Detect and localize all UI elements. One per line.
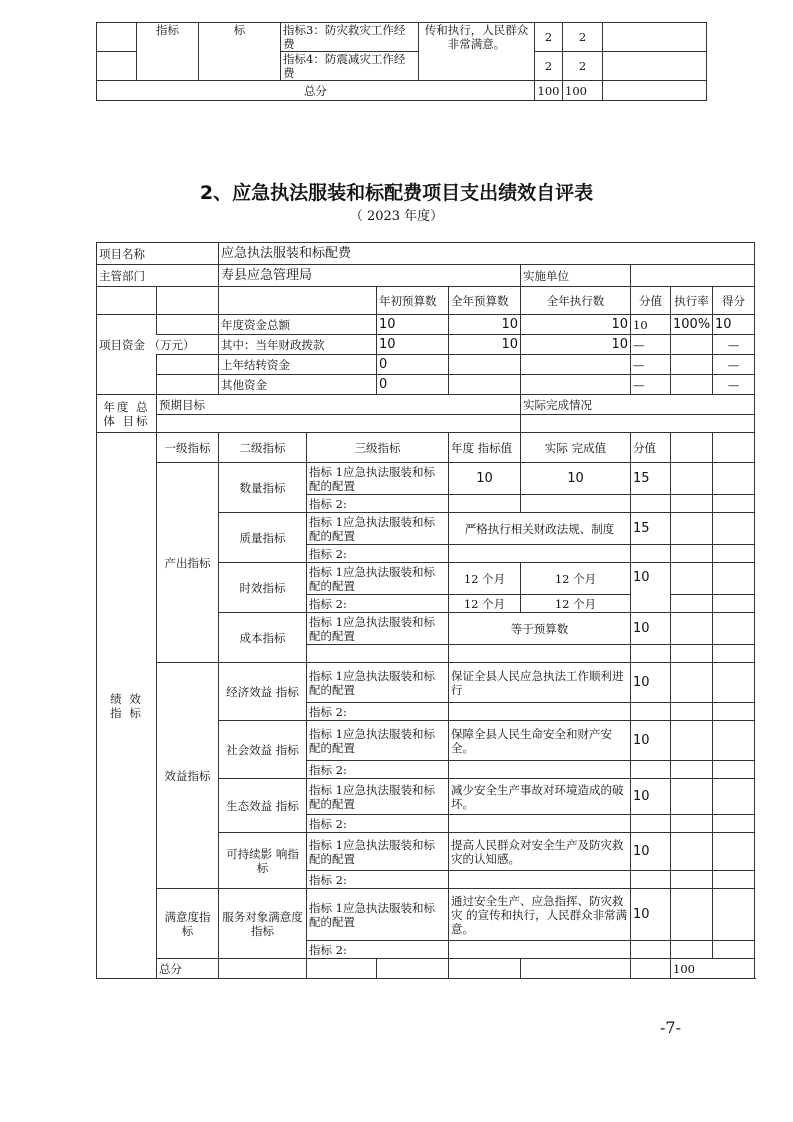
actual-completion-label: 实际完成情况 — [521, 395, 755, 415]
cell-empty — [97, 355, 157, 375]
cell-empty — [671, 889, 713, 941]
cell-empty — [713, 721, 755, 761]
cell-empty — [631, 871, 671, 889]
cell-empty — [671, 941, 713, 959]
cell-empty — [631, 645, 671, 663]
cell-empty — [521, 959, 631, 979]
cell-empty — [157, 415, 521, 433]
time-score: 10 — [631, 563, 671, 613]
social-score: 10 — [631, 721, 671, 761]
cell-empty — [631, 495, 671, 513]
indicator-1: 指标 1应急执法服装和标配的配置 — [307, 721, 449, 761]
cell-empty — [449, 495, 521, 513]
fund-got: — — [713, 355, 755, 375]
fund-initial: 10 — [377, 315, 449, 335]
cell-empty — [671, 463, 713, 495]
cell-empty — [671, 815, 713, 833]
impl-unit-label: 实施单位 — [521, 265, 631, 287]
cell-empty — [631, 761, 671, 779]
cell-empty — [671, 703, 713, 721]
impl-unit-value — [631, 265, 755, 287]
fund-exec — [521, 355, 631, 375]
indicator-2: 指标 2: — [307, 941, 449, 959]
project-name-value: 应急执法服装和标配费 — [219, 243, 755, 265]
cell-empty — [449, 645, 631, 663]
service-score: 10 — [631, 889, 671, 941]
previous-table-fragment — [96, 22, 707, 101]
quantity-target: 10 — [449, 463, 521, 495]
fund-score: — — [631, 375, 671, 395]
sustain-score: 10 — [631, 833, 671, 871]
level-label: 指标 — [137, 23, 199, 81]
head-score: 分值 — [631, 433, 671, 463]
cell-empty — [603, 81, 707, 101]
sustain-label: 可持续影 响指标 — [219, 833, 307, 889]
cell-empty — [157, 287, 219, 315]
fund-initial: 0 — [377, 375, 449, 395]
cell-empty — [97, 315, 157, 335]
eco-score: 10 — [631, 779, 671, 815]
top-total-label: 总分 — [97, 81, 535, 101]
service-merged: 通过安全生产、应急指挥、防灾救灾 的宣传和执行，人民群众非常满意。 — [449, 889, 631, 941]
dept-label: 主管部门 — [97, 265, 219, 287]
satisfy-label: 满意度指标 — [157, 889, 219, 959]
fund-got: — — [713, 375, 755, 395]
fund-full: 10 — [449, 315, 521, 335]
total-value: 100 — [671, 959, 755, 979]
quality-label: 质量指标 — [219, 513, 307, 563]
cell-empty — [631, 545, 671, 563]
cell-empty — [713, 545, 755, 563]
cell-empty — [671, 663, 713, 703]
indicator-2: 指标 2: — [307, 703, 449, 721]
cell-empty — [671, 833, 713, 871]
cell-empty — [713, 613, 755, 645]
cell-empty — [157, 375, 219, 395]
fund-got: — — [713, 335, 755, 355]
cell-empty — [713, 563, 755, 595]
fund-initial: 0 — [377, 355, 449, 375]
value-3b: 2 — [563, 23, 603, 52]
fund-rate — [671, 355, 713, 375]
page-number: -7- — [660, 1018, 681, 1037]
indicator-1: 指标 1应急执法服装和标配的配置 — [307, 463, 449, 495]
fund-exec: 10 — [521, 315, 631, 335]
cell-empty — [631, 703, 671, 721]
cell-empty — [219, 287, 377, 315]
cell-empty — [219, 959, 307, 979]
cell-empty — [713, 433, 755, 463]
fund-score: — — [631, 355, 671, 375]
cell-empty — [671, 871, 713, 889]
quantity-score: 15 — [631, 463, 671, 495]
document-title: 2、应急执法服装和标配费项目支出绩效自评表 — [199, 182, 594, 204]
cell-empty — [713, 703, 755, 721]
indicator-2: 指标 2: — [307, 815, 449, 833]
head-score: 分值 — [631, 287, 671, 315]
cell-empty — [97, 287, 157, 315]
cell-empty — [713, 779, 755, 815]
value-3a: 2 — [535, 23, 563, 52]
fund-got: 10 — [713, 315, 755, 335]
fund-score: 10 — [631, 315, 671, 335]
cost-label: 成本指标 — [219, 613, 307, 663]
indicator-1: 指标 1应急执法服装和标配的配置 — [307, 513, 449, 545]
output-label: 产出指标 — [157, 463, 219, 663]
quantity-label: 数量指标 — [219, 463, 307, 513]
fund-row-name: 年度资金总额 — [219, 315, 377, 335]
cell-empty — [671, 721, 713, 761]
cell-empty — [97, 375, 157, 395]
cell-empty — [671, 779, 713, 815]
cell-empty — [449, 941, 631, 959]
cell-empty — [713, 833, 755, 871]
cell-empty — [631, 941, 671, 959]
cell-empty — [603, 23, 707, 52]
cell-empty — [631, 815, 671, 833]
cost-merged: 等于预算数 — [449, 613, 631, 645]
indicator-1: 指标 1应急执法服装和标配的配置 — [307, 613, 449, 645]
social-merged: 保障全县人民生命安全和财产安全。 — [449, 721, 631, 761]
level2-label: 标 — [199, 23, 281, 81]
head-got-score: 得分 — [713, 287, 755, 315]
head-level1: 一级指标 — [157, 433, 219, 463]
performance-table — [96, 242, 755, 979]
cell-empty — [713, 513, 755, 545]
cell-empty — [713, 645, 755, 663]
cell-empty — [671, 761, 713, 779]
economic-label: 经济效益 指标 — [219, 663, 307, 721]
economic-score: 10 — [631, 663, 671, 703]
expected-goal-label: 预期目标 — [157, 395, 521, 415]
indicator-1: 指标 1应急执法服装和标配的配置 — [307, 889, 449, 941]
time-target: 12 个月 — [449, 563, 521, 595]
head-target: 年度 指标值 — [449, 433, 521, 463]
cell-empty — [157, 355, 219, 375]
cell-empty — [671, 595, 713, 613]
quality-score: 15 — [631, 513, 671, 545]
fund-row-name: 其他资金 — [219, 375, 377, 395]
time-actual-2: 12 个月 — [521, 595, 631, 613]
fund-exec: 10 — [521, 335, 631, 355]
head-full-exec: 全年执行数 — [521, 287, 631, 315]
indicator-1: 指标 1应急执法服装和标配的配置 — [307, 779, 449, 815]
cell-empty — [449, 761, 631, 779]
economic-merged: 保证全县人民应急执法工作顺利进行 — [449, 663, 631, 703]
indicator-2: 指标 2: — [307, 595, 449, 613]
head-initial-budget: 年初预算数 — [377, 287, 449, 315]
cell-empty — [671, 513, 713, 545]
service-label: 服务对象满意度指标 — [219, 889, 307, 959]
cell-empty — [631, 959, 671, 979]
social-label: 社会效益 指标 — [219, 721, 307, 779]
quality-merged: 严格执行相关财政法规、制度 — [449, 513, 631, 545]
top-total-b: 100 — [563, 81, 603, 101]
fund-rate — [671, 375, 713, 395]
quantity-actual: 10 — [521, 463, 631, 495]
document-subtitle: （ 2023 年度） — [349, 209, 444, 224]
cell-empty — [671, 613, 713, 645]
indicator-1: 指标 1应急执法服装和标配的配置 — [307, 833, 449, 871]
cell-empty — [671, 545, 713, 563]
time-target-2: 12 个月 — [449, 595, 521, 613]
cell-empty — [521, 495, 631, 513]
cell-empty — [671, 645, 713, 663]
indicator-2: 指标 2: — [307, 761, 449, 779]
time-label: 时效指标 — [219, 563, 307, 613]
indicator-desc: 传和执行，人民群众非常满意。 — [419, 23, 535, 81]
fund-rate — [671, 335, 713, 355]
cell-empty — [671, 495, 713, 513]
cell-empty — [713, 595, 755, 613]
cell-empty — [97, 23, 137, 52]
head-level2: 二级指标 — [219, 433, 307, 463]
cell-empty — [671, 563, 713, 595]
indicator-3: 指标3：防灾救灾工作经费 — [281, 23, 419, 52]
total-label: 总分 — [157, 959, 219, 979]
cell-empty — [449, 545, 631, 563]
cell-empty — [713, 495, 755, 513]
indicator-2: 指标 2: — [307, 495, 449, 513]
cell-empty — [603, 52, 707, 81]
perf-label: 绩 效 指 标 — [97, 433, 157, 979]
head-exec-rate: 执行率 — [671, 287, 713, 315]
goals-label: 年度 总体 目标 — [97, 395, 157, 433]
fund-full: 10 — [449, 335, 521, 355]
funds-label: 项目资金 （万元） — [97, 335, 219, 355]
cost-score: 10 — [631, 613, 671, 645]
fund-row-name: 上年结转资金 — [219, 355, 377, 375]
fund-full — [449, 355, 521, 375]
cell-empty — [713, 941, 755, 959]
sustain-merged: 提高人民群众对安全生产及防灾救灾的认知感。 — [449, 833, 631, 871]
benefit-label: 效益指标 — [157, 663, 219, 889]
dept-value: 寿县应急管理局 — [219, 265, 521, 287]
indicator-2: 指标 2: — [307, 871, 449, 889]
indicator-4: 指标4：防震减灾工作经费 — [281, 52, 419, 81]
cell-empty — [713, 663, 755, 703]
cell-empty — [449, 959, 521, 979]
head-level3: 三级指标 — [307, 433, 449, 463]
cell-empty — [307, 959, 377, 979]
cell-empty — [449, 871, 631, 889]
cell-empty — [713, 889, 755, 941]
cell-empty — [713, 871, 755, 889]
value-4b: 2 — [563, 52, 603, 81]
fund-rate: 100% — [671, 315, 713, 335]
top-total-a: 100 — [535, 81, 563, 101]
time-actual: 12 个月 — [521, 563, 631, 595]
cell-empty — [97, 52, 137, 81]
cell-empty — [157, 315, 219, 335]
cell-empty — [713, 815, 755, 833]
indicator-2: 指标 2: — [307, 545, 449, 563]
cell-empty — [671, 433, 713, 463]
value-4a: 2 — [535, 52, 563, 81]
cell-empty — [307, 645, 449, 663]
fund-initial: 10 — [377, 335, 449, 355]
cell-empty — [713, 761, 755, 779]
cell-empty — [377, 959, 449, 979]
fund-exec — [521, 375, 631, 395]
indicator-1: 指标 1应急执法服装和标配的配置 — [307, 563, 449, 595]
eco-label: 生态效益 指标 — [219, 779, 307, 833]
fund-full — [449, 375, 521, 395]
head-actual: 实际 完成值 — [521, 433, 631, 463]
indicator-1: 指标 1应急执法服装和标配的配置 — [307, 663, 449, 703]
cell-empty — [713, 463, 755, 495]
head-full-budget: 全年预算数 — [449, 287, 521, 315]
project-name-label: 项目名称 — [97, 243, 219, 265]
fund-score: — — [631, 335, 671, 355]
cell-empty — [449, 703, 631, 721]
cell-empty — [521, 415, 755, 433]
eco-merged: 减少安全生产事故对环境造成的破坏。 — [449, 779, 631, 815]
fund-row-name: 其中：当年财政拨款 — [219, 335, 377, 355]
cell-empty — [449, 815, 631, 833]
